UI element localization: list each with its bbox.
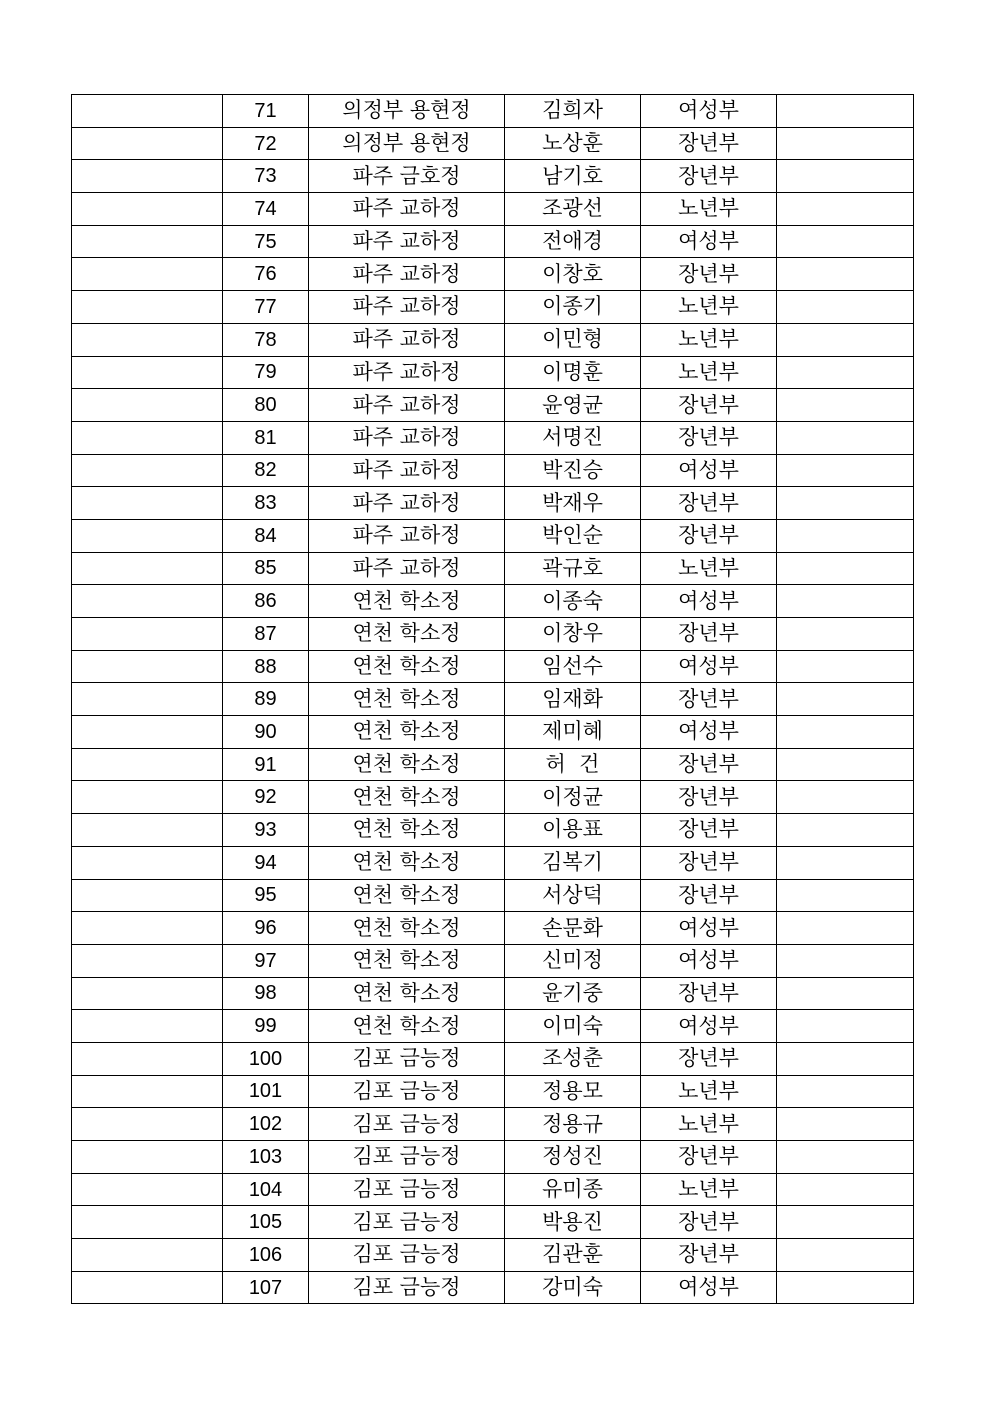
blank-cell-left	[72, 879, 223, 912]
blank-cell-left	[72, 781, 223, 814]
blank-cell-right	[777, 160, 914, 193]
blank-cell-right	[777, 1206, 914, 1239]
member-name-cell: 이미숙	[505, 1010, 641, 1043]
table-row	[72, 323, 914, 356]
church-cell: 파주 금호정	[309, 160, 505, 193]
division-cell: 여성부	[641, 95, 777, 128]
blank-cell-left	[72, 95, 223, 128]
member-name-cell: 노상훈	[505, 127, 641, 160]
blank-cell-right	[777, 618, 914, 651]
blank-cell-left	[72, 487, 223, 520]
blank-cell-left	[72, 291, 223, 324]
church-cell: 연천 학소정	[309, 944, 505, 977]
row-number-cell: 74	[223, 193, 309, 226]
member-name-cell: 서명진	[505, 421, 641, 454]
blank-cell-right	[777, 323, 914, 356]
church-cell: 연천 학소정	[309, 977, 505, 1010]
member-name-cell: 임재화	[505, 683, 641, 716]
member-name-cell: 박용진	[505, 1206, 641, 1239]
division-cell: 장년부	[641, 160, 777, 193]
member-name-cell: 제미혜	[505, 716, 641, 749]
blank-cell-right	[777, 1141, 914, 1174]
member-name-cell: 허 건	[505, 748, 641, 781]
row-number-cell: 102	[223, 1108, 309, 1141]
blank-cell-right	[777, 127, 914, 160]
blank-cell-left	[72, 519, 223, 552]
blank-cell-left	[72, 912, 223, 945]
row-number-cell: 94	[223, 846, 309, 879]
blank-cell-left	[72, 650, 223, 683]
row-number-cell: 72	[223, 127, 309, 160]
member-name-cell: 전애경	[505, 225, 641, 258]
row-number-cell: 92	[223, 781, 309, 814]
division-cell: 장년부	[641, 814, 777, 847]
division-cell: 장년부	[641, 977, 777, 1010]
table-row	[72, 879, 914, 912]
church-cell: 연천 학소정	[309, 618, 505, 651]
row-number-cell: 105	[223, 1206, 309, 1239]
member-name-cell: 이창호	[505, 258, 641, 291]
division-cell: 장년부	[641, 748, 777, 781]
row-number-cell: 106	[223, 1239, 309, 1272]
row-number-cell: 97	[223, 944, 309, 977]
blank-cell-left	[72, 127, 223, 160]
blank-cell-left	[72, 160, 223, 193]
blank-cell-right	[777, 519, 914, 552]
member-name-cell: 강미숙	[505, 1271, 641, 1304]
division-cell: 여성부	[641, 650, 777, 683]
member-name-cell: 이정균	[505, 781, 641, 814]
blank-cell-right	[777, 846, 914, 879]
blank-cell-right	[777, 356, 914, 389]
blank-cell-left	[72, 1010, 223, 1043]
member-name-cell: 임선수	[505, 650, 641, 683]
row-number-cell: 78	[223, 323, 309, 356]
church-cell: 김포 금능정	[309, 1141, 505, 1174]
row-number-cell: 88	[223, 650, 309, 683]
division-cell: 장년부	[641, 127, 777, 160]
table-row	[72, 454, 914, 487]
member-name-cell: 이종숙	[505, 585, 641, 618]
table-row	[72, 552, 914, 585]
row-number-cell: 99	[223, 1010, 309, 1043]
division-cell: 노년부	[641, 193, 777, 226]
church-cell: 의정부 용현정	[309, 95, 505, 128]
member-name-cell: 손문화	[505, 912, 641, 945]
member-name-cell: 이종기	[505, 291, 641, 324]
blank-cell-right	[777, 977, 914, 1010]
member-name-cell: 이민형	[505, 323, 641, 356]
blank-cell-right	[777, 193, 914, 226]
division-cell: 여성부	[641, 912, 777, 945]
table-row	[72, 356, 914, 389]
blank-cell-left	[72, 1075, 223, 1108]
division-cell: 장년부	[641, 683, 777, 716]
row-number-cell: 84	[223, 519, 309, 552]
table-row	[72, 977, 914, 1010]
table-row	[72, 618, 914, 651]
blank-cell-right	[777, 814, 914, 847]
church-cell: 파주 교하정	[309, 356, 505, 389]
row-number-cell: 95	[223, 879, 309, 912]
row-number-cell: 71	[223, 95, 309, 128]
member-name-cell: 김복기	[505, 846, 641, 879]
division-cell: 장년부	[641, 846, 777, 879]
table-row	[72, 585, 914, 618]
blank-cell-left	[72, 748, 223, 781]
blank-cell-left	[72, 585, 223, 618]
row-number-cell: 107	[223, 1271, 309, 1304]
blank-cell-right	[777, 683, 914, 716]
blank-cell-left	[72, 193, 223, 226]
division-cell: 노년부	[641, 1075, 777, 1108]
church-cell: 파주 교하정	[309, 193, 505, 226]
church-cell: 연천 학소정	[309, 912, 505, 945]
division-cell: 노년부	[641, 1108, 777, 1141]
blank-cell-left	[72, 716, 223, 749]
row-number-cell: 80	[223, 389, 309, 422]
table-row	[72, 258, 914, 291]
division-cell: 노년부	[641, 552, 777, 585]
blank-cell-left	[72, 552, 223, 585]
table-row	[72, 944, 914, 977]
blank-cell-left	[72, 1042, 223, 1075]
blank-cell-right	[777, 1108, 914, 1141]
blank-cell-right	[777, 487, 914, 520]
row-number-cell: 100	[223, 1042, 309, 1075]
church-cell: 연천 학소정	[309, 650, 505, 683]
row-number-cell: 89	[223, 683, 309, 716]
division-cell: 장년부	[641, 618, 777, 651]
church-cell: 파주 교하정	[309, 258, 505, 291]
division-cell: 장년부	[641, 1042, 777, 1075]
church-cell: 파주 교하정	[309, 225, 505, 258]
blank-cell-right	[777, 225, 914, 258]
member-name-cell: 이용표	[505, 814, 641, 847]
blank-cell-right	[777, 650, 914, 683]
blank-cell-left	[72, 1173, 223, 1206]
table-row	[72, 160, 914, 193]
blank-cell-left	[72, 1108, 223, 1141]
member-name-cell: 윤영균	[505, 389, 641, 422]
church-cell: 파주 교하정	[309, 389, 505, 422]
row-number-cell: 81	[223, 421, 309, 454]
row-number-cell: 83	[223, 487, 309, 520]
church-cell: 연천 학소정	[309, 846, 505, 879]
row-number-cell: 104	[223, 1173, 309, 1206]
division-cell: 여성부	[641, 1010, 777, 1043]
member-name-cell: 서상덕	[505, 879, 641, 912]
division-cell: 장년부	[641, 258, 777, 291]
division-cell: 장년부	[641, 421, 777, 454]
table-row	[72, 1108, 914, 1141]
church-cell: 김포 금능정	[309, 1239, 505, 1272]
blank-cell-right	[777, 291, 914, 324]
blank-cell-left	[72, 814, 223, 847]
member-name-cell: 신미정	[505, 944, 641, 977]
division-cell: 노년부	[641, 1173, 777, 1206]
church-cell: 연천 학소정	[309, 716, 505, 749]
table-row	[72, 1271, 914, 1304]
division-cell: 여성부	[641, 585, 777, 618]
roster-table	[71, 94, 914, 1304]
division-cell: 여성부	[641, 225, 777, 258]
table-row	[72, 1206, 914, 1239]
row-number-cell: 98	[223, 977, 309, 1010]
table-row	[72, 1141, 914, 1174]
blank-cell-right	[777, 552, 914, 585]
division-cell: 여성부	[641, 944, 777, 977]
blank-cell-right	[777, 258, 914, 291]
table-row	[72, 781, 914, 814]
table-row	[72, 1239, 914, 1272]
division-cell: 장년부	[641, 781, 777, 814]
church-cell: 파주 교하정	[309, 323, 505, 356]
row-number-cell: 91	[223, 748, 309, 781]
church-cell: 연천 학소정	[309, 781, 505, 814]
member-name-cell: 남기호	[505, 160, 641, 193]
church-cell: 김포 금능정	[309, 1075, 505, 1108]
table-row	[72, 1075, 914, 1108]
church-cell: 파주 교하정	[309, 421, 505, 454]
church-cell: 연천 학소정	[309, 814, 505, 847]
blank-cell-left	[72, 1239, 223, 1272]
blank-cell-left	[72, 977, 223, 1010]
church-cell: 파주 교하정	[309, 291, 505, 324]
church-cell: 김포 금능정	[309, 1271, 505, 1304]
blank-cell-left	[72, 323, 223, 356]
church-cell: 파주 교하정	[309, 454, 505, 487]
blank-cell-left	[72, 389, 223, 422]
row-number-cell: 87	[223, 618, 309, 651]
blank-cell-right	[777, 389, 914, 422]
row-number-cell: 75	[223, 225, 309, 258]
division-cell: 노년부	[641, 356, 777, 389]
table-row	[72, 291, 914, 324]
row-number-cell: 90	[223, 716, 309, 749]
church-cell: 김포 금능정	[309, 1206, 505, 1239]
member-name-cell: 김관훈	[505, 1239, 641, 1272]
table-row	[72, 193, 914, 226]
table-row	[72, 225, 914, 258]
church-cell: 파주 교하정	[309, 487, 505, 520]
church-cell: 연천 학소정	[309, 683, 505, 716]
blank-cell-left	[72, 1141, 223, 1174]
row-number-cell: 86	[223, 585, 309, 618]
table-row	[72, 95, 914, 128]
blank-cell-left	[72, 258, 223, 291]
division-cell: 여성부	[641, 454, 777, 487]
church-cell: 김포 금능정	[309, 1108, 505, 1141]
division-cell: 노년부	[641, 323, 777, 356]
church-cell: 연천 학소정	[309, 585, 505, 618]
division-cell: 장년부	[641, 1206, 777, 1239]
table-row	[72, 1173, 914, 1206]
member-name-cell: 박진승	[505, 454, 641, 487]
blank-cell-left	[72, 225, 223, 258]
blank-cell-right	[777, 1010, 914, 1043]
blank-cell-right	[777, 95, 914, 128]
row-number-cell: 79	[223, 356, 309, 389]
division-cell: 노년부	[641, 291, 777, 324]
blank-cell-left	[72, 944, 223, 977]
member-name-cell: 김희자	[505, 95, 641, 128]
church-cell: 연천 학소정	[309, 748, 505, 781]
blank-cell-right	[777, 421, 914, 454]
division-cell: 장년부	[641, 389, 777, 422]
table-row	[72, 912, 914, 945]
blank-cell-right	[777, 1271, 914, 1304]
blank-cell-right	[777, 1173, 914, 1206]
member-name-cell: 조광선	[505, 193, 641, 226]
row-number-cell: 82	[223, 454, 309, 487]
church-cell: 김포 금능정	[309, 1042, 505, 1075]
blank-cell-right	[777, 1075, 914, 1108]
blank-cell-right	[777, 748, 914, 781]
blank-cell-right	[777, 781, 914, 814]
church-cell: 연천 학소정	[309, 879, 505, 912]
blank-cell-right	[777, 716, 914, 749]
row-number-cell: 77	[223, 291, 309, 324]
table-row	[72, 127, 914, 160]
division-cell: 장년부	[641, 1141, 777, 1174]
blank-cell-left	[72, 618, 223, 651]
blank-cell-right	[777, 912, 914, 945]
member-name-cell: 곽규호	[505, 552, 641, 585]
table-row	[72, 1042, 914, 1075]
member-name-cell: 조성춘	[505, 1042, 641, 1075]
church-cell: 의정부 용현정	[309, 127, 505, 160]
member-name-cell: 유미종	[505, 1173, 641, 1206]
member-name-cell: 정용모	[505, 1075, 641, 1108]
row-number-cell: 73	[223, 160, 309, 193]
table-row	[72, 748, 914, 781]
blank-cell-left	[72, 683, 223, 716]
table-row	[72, 683, 914, 716]
table-row	[72, 716, 914, 749]
blank-cell-right	[777, 944, 914, 977]
table-row	[72, 487, 914, 520]
church-cell: 김포 금능정	[309, 1173, 505, 1206]
row-number-cell: 76	[223, 258, 309, 291]
division-cell: 장년부	[641, 1239, 777, 1272]
division-cell: 장년부	[641, 487, 777, 520]
table-row	[72, 846, 914, 879]
division-cell: 여성부	[641, 716, 777, 749]
member-name-cell: 정성진	[505, 1141, 641, 1174]
member-name-cell: 이창우	[505, 618, 641, 651]
row-number-cell: 101	[223, 1075, 309, 1108]
table-row	[72, 650, 914, 683]
row-number-cell: 93	[223, 814, 309, 847]
member-name-cell: 박재우	[505, 487, 641, 520]
blank-cell-right	[777, 585, 914, 618]
member-name-cell: 박인순	[505, 519, 641, 552]
table-row	[72, 389, 914, 422]
blank-cell-left	[72, 1271, 223, 1304]
church-cell: 파주 교하정	[309, 552, 505, 585]
blank-cell-left	[72, 1206, 223, 1239]
table-row	[72, 519, 914, 552]
row-number-cell: 103	[223, 1141, 309, 1174]
blank-cell-left	[72, 356, 223, 389]
blank-cell-left	[72, 846, 223, 879]
member-name-cell: 이명훈	[505, 356, 641, 389]
division-cell: 여성부	[641, 1271, 777, 1304]
division-cell: 장년부	[641, 519, 777, 552]
blank-cell-left	[72, 421, 223, 454]
row-number-cell: 85	[223, 552, 309, 585]
blank-cell-left	[72, 454, 223, 487]
church-cell: 연천 학소정	[309, 1010, 505, 1043]
blank-cell-right	[777, 1239, 914, 1272]
blank-cell-right	[777, 1042, 914, 1075]
blank-cell-right	[777, 454, 914, 487]
table-row	[72, 1010, 914, 1043]
church-cell: 파주 교하정	[309, 519, 505, 552]
blank-cell-right	[777, 879, 914, 912]
table-row	[72, 421, 914, 454]
division-cell: 장년부	[641, 879, 777, 912]
member-name-cell: 정용규	[505, 1108, 641, 1141]
roster-body	[72, 95, 914, 1304]
member-name-cell: 윤기중	[505, 977, 641, 1010]
table-row	[72, 814, 914, 847]
row-number-cell: 96	[223, 912, 309, 945]
